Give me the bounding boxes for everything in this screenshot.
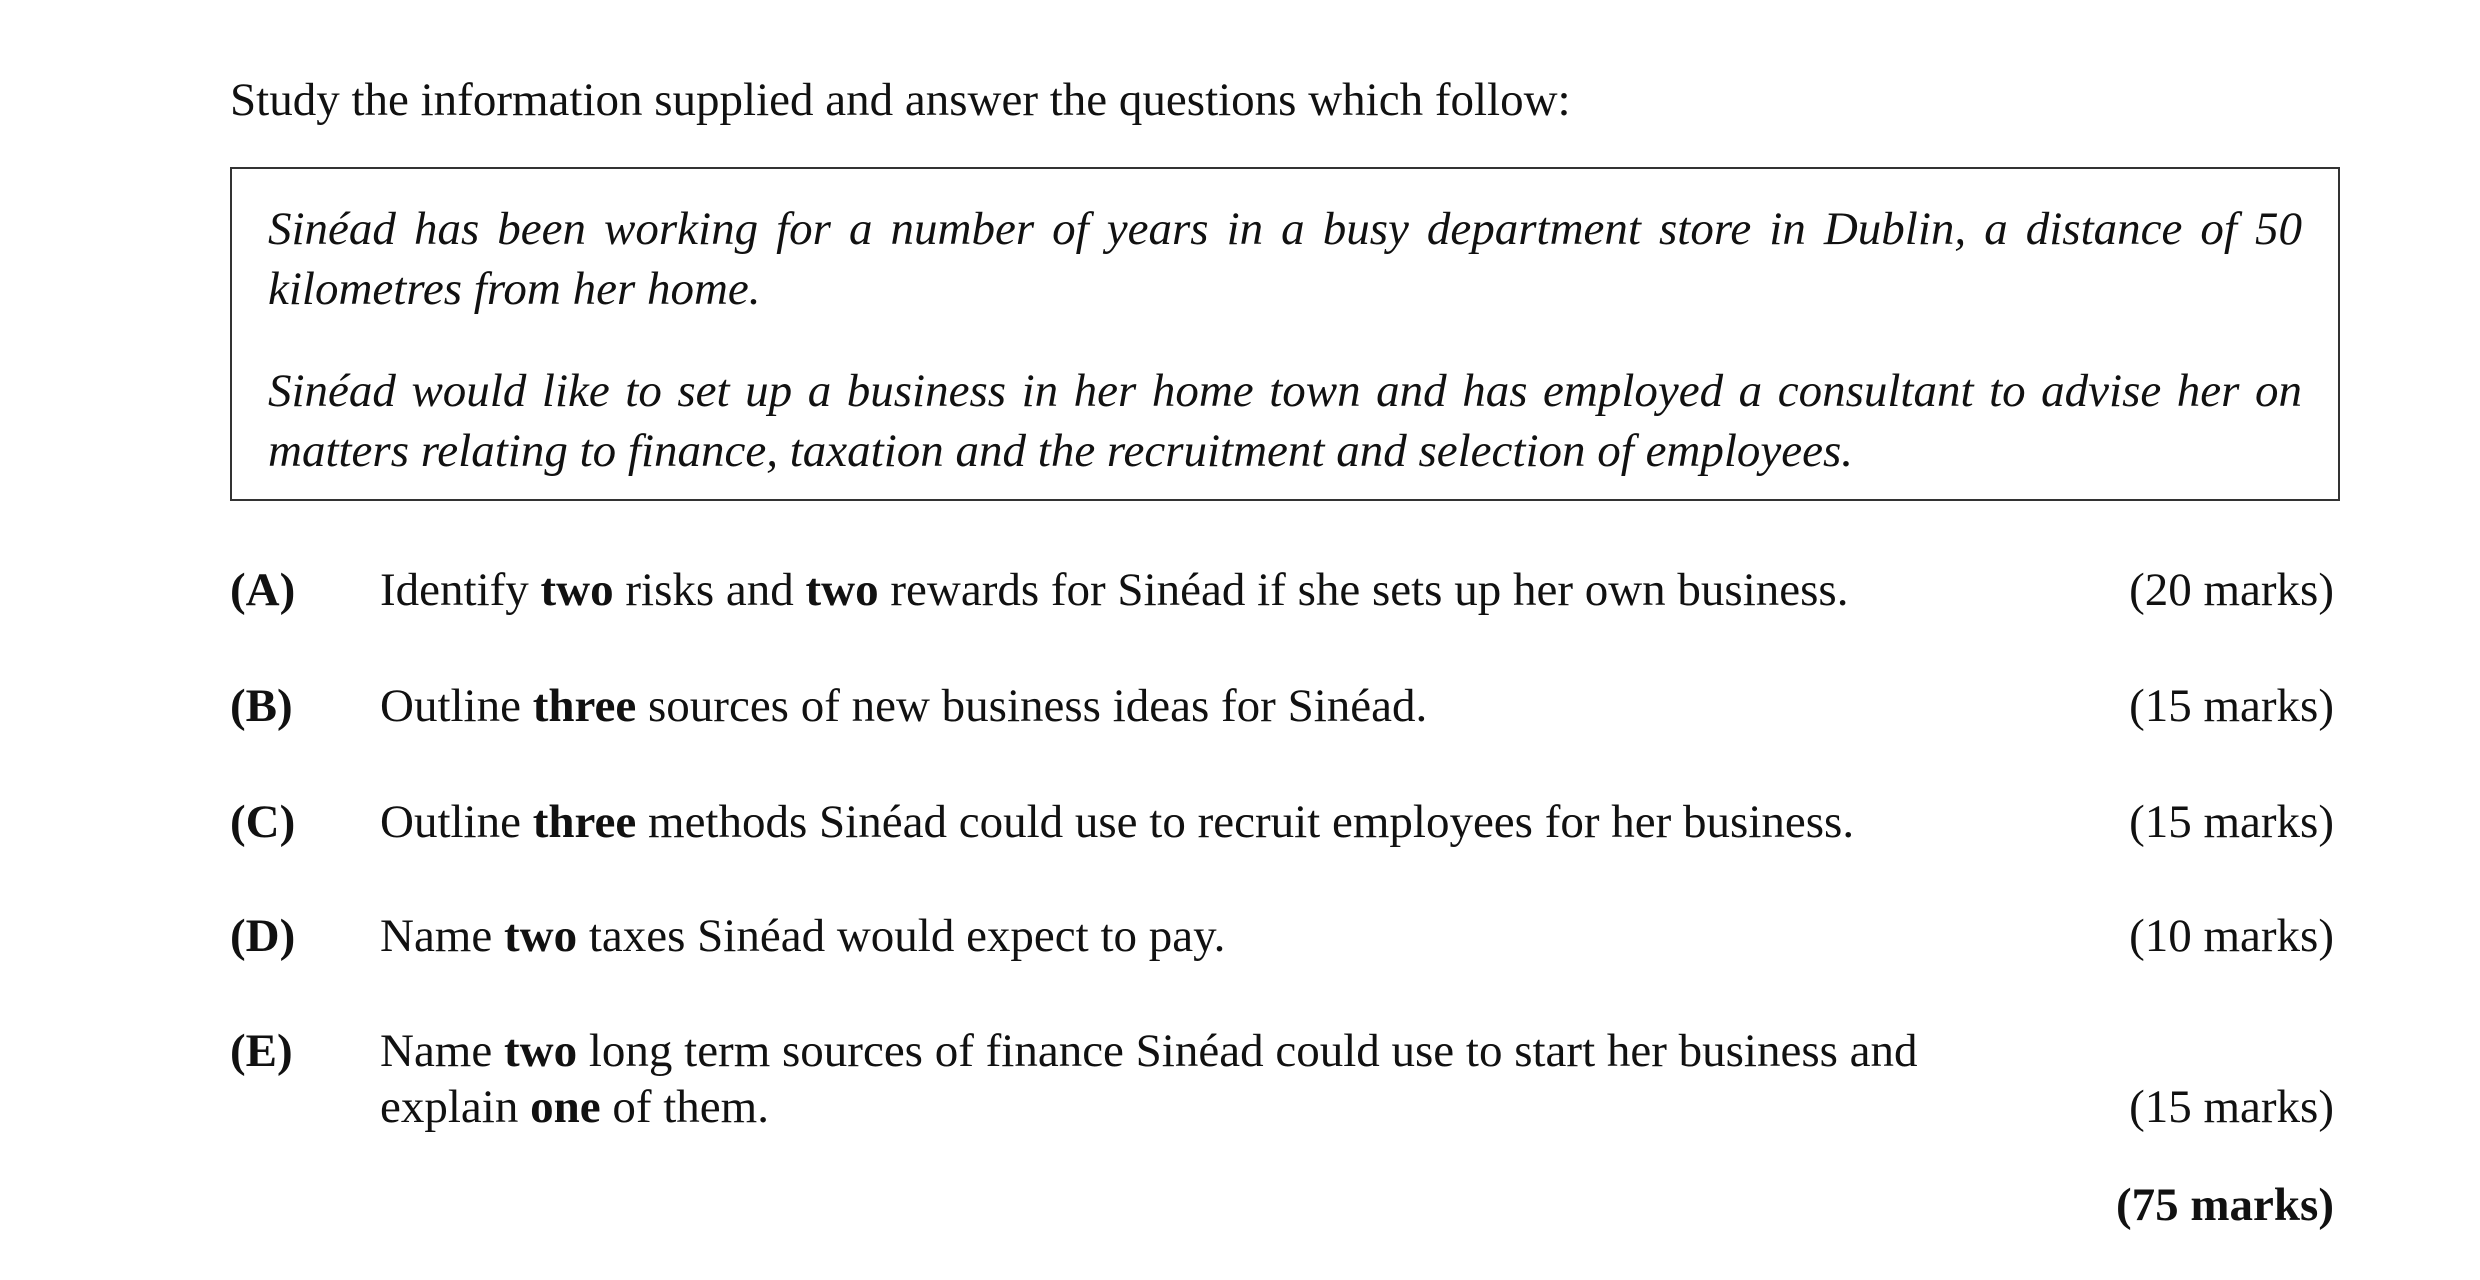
question-text-part: of them. (600, 1081, 769, 1133)
scenario-box (230, 167, 2340, 501)
question-marks: (15 marks) (2129, 1081, 2334, 1133)
question-text-part: methods Sinéad could use to recruit employees for her business. (636, 796, 1855, 848)
scenario-paragraph-2: Sinéad would like to set up a business in her home town and has employed a consultant to advise her on matters relating to finance, taxation and the recruitment and selection of employees. (268, 365, 2302, 477)
question-label: (D) (230, 910, 296, 962)
question-marks: (15 marks) (2129, 796, 2334, 848)
question-label: (C) (230, 796, 296, 848)
question-text-part: Name (380, 1025, 504, 1077)
question-marks: (20 marks) (2129, 564, 2334, 616)
question-text-part: risks and (613, 564, 806, 616)
question-emphasis: two (503, 910, 578, 962)
question-text (380, 1023, 2000, 1135)
question-text-part: sources of new business ideas for Sinéad. (636, 680, 1428, 732)
question-label: (B) (230, 680, 293, 732)
question-emphasis: three (532, 680, 637, 732)
question-label: (A) (230, 564, 296, 616)
question-emphasis: two (540, 564, 614, 616)
question-text (380, 908, 2200, 964)
scenario-paragraph-1: Sinéad has been working for a number of years in a busy department store in Dublin, a distance of 50 kilometres from her home. (268, 203, 2302, 315)
total-marks: (75 marks) (2116, 1179, 2334, 1231)
question-emphasis: one (530, 1081, 601, 1133)
question-text (380, 794, 2200, 850)
question-text-part: Outline (380, 680, 533, 732)
question-marks: (10 marks) (2129, 910, 2334, 962)
question-emphasis: two (503, 1025, 578, 1077)
question-text-part: Name (380, 910, 504, 962)
question-emphasis: two (805, 564, 879, 616)
question-text-part: Identify (380, 564, 541, 616)
question-text (380, 562, 2200, 618)
question-emphasis: three (532, 796, 637, 848)
question-text-part: long term sources of finance Sinéad could use to start her business and explain (380, 1025, 1918, 1133)
question-label: (E) (230, 1025, 293, 1077)
question-text (380, 678, 2200, 734)
exam-page (230, 0, 2340, 1280)
instructions-text: Study the information supplied and answer the questions which follow: (230, 74, 1571, 126)
question-marks: (15 marks) (2129, 680, 2334, 732)
question-text-part: Outline (380, 796, 533, 848)
question-text-part: rewards for Sinéad if she sets up her own business. (878, 564, 1849, 616)
question-text-part: taxes Sinéad would expect to pay. (577, 910, 1226, 962)
